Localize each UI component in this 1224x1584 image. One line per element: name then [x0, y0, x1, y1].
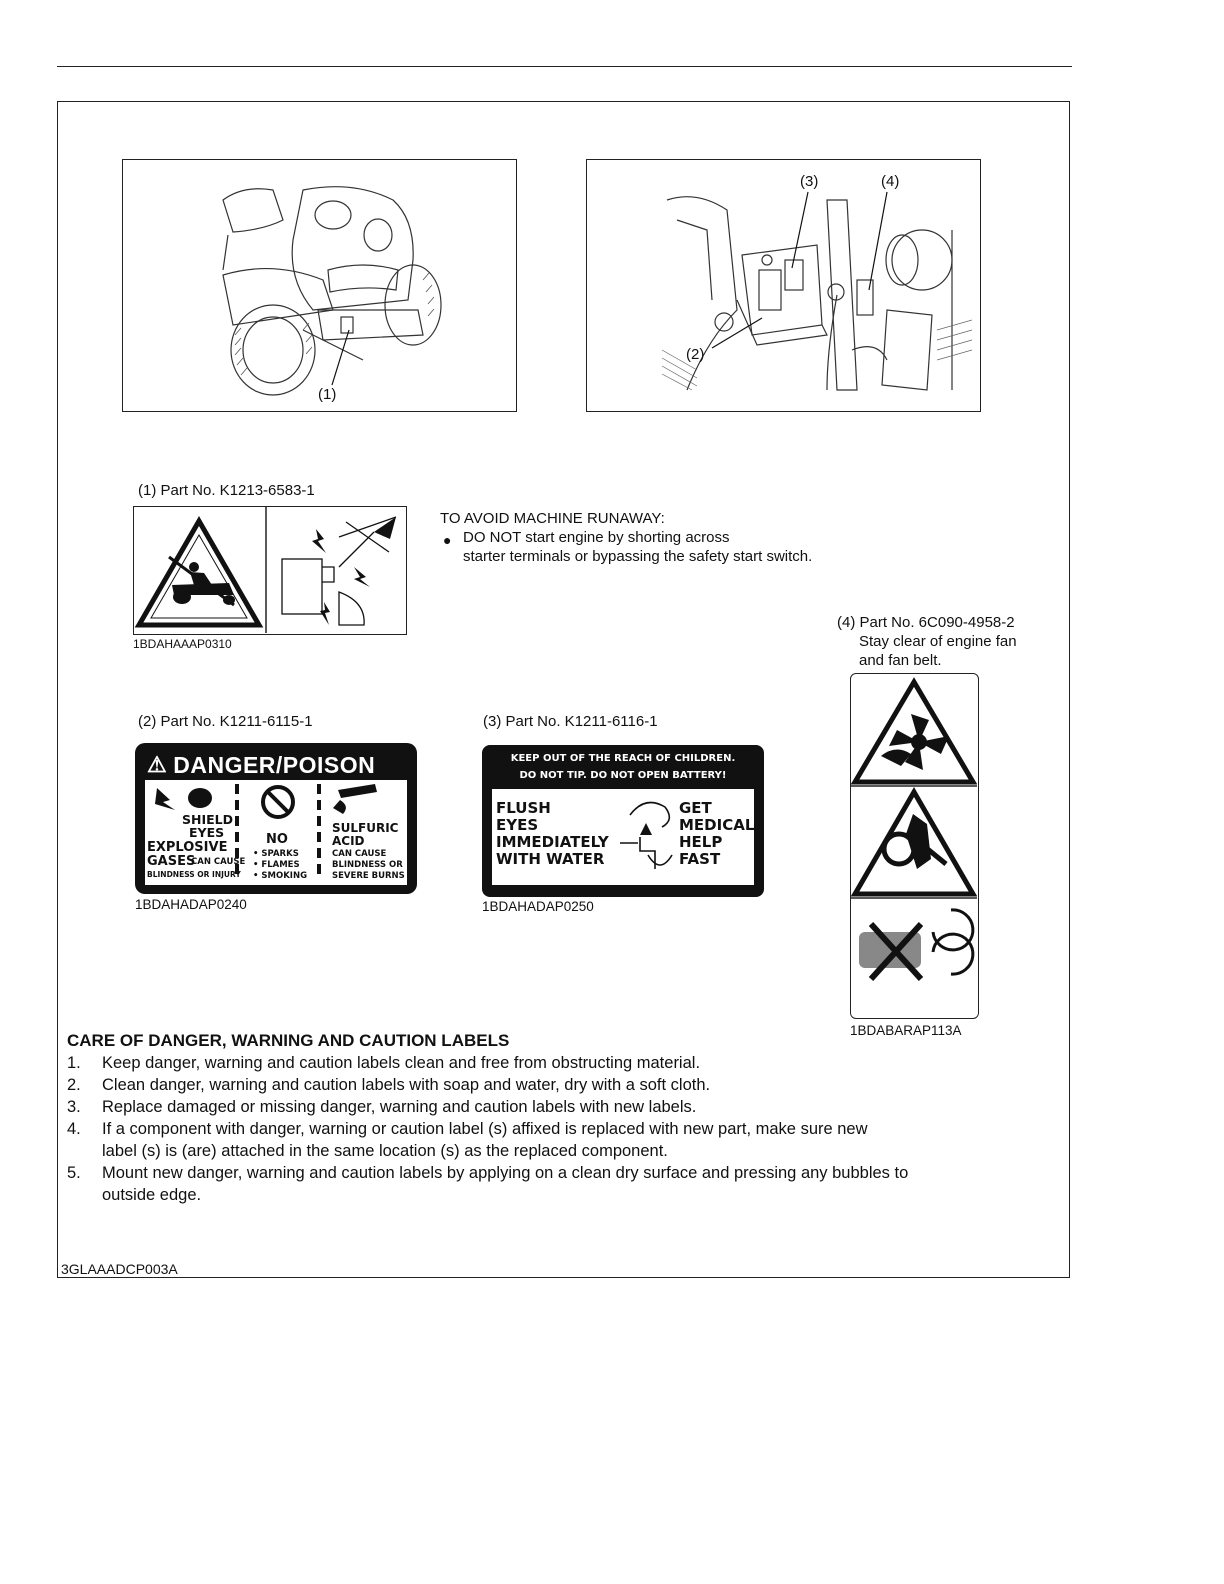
label3-header-line2: DO NOT TIP. DO NOT OPEN BATTERY! [519, 770, 727, 781]
label2-col2-item3: • SMOKING [253, 871, 308, 881]
label3-right-line4: FAST [679, 850, 721, 868]
label2-col1-line4b: CAN CAUSE [191, 857, 246, 867]
label2-col1-line3: EXPLOSIVE [147, 840, 228, 855]
label2-col1-line5: BLINDNESS OR INJURY [147, 870, 241, 879]
callout-3: (3) [800, 173, 819, 190]
label3-header-line1: KEEP OUT OF THE REACH OF CHILDREN. [510, 753, 736, 764]
warning-triangle-icon: ⚠ [147, 752, 168, 777]
label1-image [133, 506, 407, 635]
label3-left-line3: IMMEDIATELY [496, 833, 609, 851]
label1-heading: TO AVOID MACHINE RUNAWAY: [440, 510, 665, 527]
label2-col2-item2: • FLAMES [253, 860, 300, 870]
label3-left-line2: EYES [496, 816, 539, 834]
label4-image [850, 673, 979, 1019]
top-rule [57, 66, 1072, 67]
label2-col3-line5: SEVERE BURNS [332, 871, 405, 881]
label1-bullet: ● [443, 532, 452, 548]
label2-image [135, 743, 417, 894]
label2-col2-item1: • SPARKS [253, 849, 299, 859]
label1-part-number: (1) Part No. K1213-6583-1 [138, 482, 315, 499]
label4-code: 1BDABARAP113A [850, 1023, 962, 1038]
callout-1: (1) [318, 386, 337, 403]
callout-2: (2) [686, 346, 705, 363]
care-title: CARE OF DANGER, WARNING AND CAUTION LABELS [67, 1031, 510, 1050]
label3-code: 1BDAHADAP0250 [482, 899, 594, 914]
label2-col1-line1: SHIELD [182, 812, 233, 827]
tractor-illustration [122, 159, 517, 412]
label4-desc-line1: Stay clear of engine fan [859, 633, 1017, 650]
label2-header-row [147, 751, 409, 779]
battery-illustration [586, 159, 981, 412]
label3-body [492, 789, 754, 885]
label2-body [145, 780, 407, 885]
label2-col3-line3: CAN CAUSE [332, 849, 387, 859]
tractor-drawing [123, 160, 515, 410]
label2-col1-line4a: GASES [147, 854, 196, 869]
label1-code: 1BDAHAAAP0310 [133, 637, 232, 651]
label3-left-line4: WITH WATER [496, 850, 605, 868]
label2-header: DANGER/POISON [173, 751, 376, 778]
label2-part-number: (2) Part No. K1211-6115-1 [138, 713, 313, 730]
label3-right-line2: MEDICAL [679, 816, 755, 834]
label2-col3-line2: ACID [332, 834, 365, 848]
footer-code: 3GLAAADCP003A [61, 1261, 178, 1277]
label3-part-number: (3) Part No. K1211-6116-1 [483, 713, 658, 730]
battery-drawing [587, 160, 979, 410]
callout-4: (4) [881, 173, 900, 190]
label2-code: 1BDAHADAP0240 [135, 897, 247, 912]
label2-col3-line4: BLINDNESS OR [332, 860, 403, 870]
care-list: 1. Keep danger, warning and caution labels clean and free from obstructing material. 2. Clean danger, warning and caution labels with soap and water, dry with a soft cloth. 3. Replace damaged or missing danger, warning and caution labels with new labels. 4. If a component with danger, warning or caution label (s) affixed is replaced with new part, make sure new label (s) is (are) attached in the same location (s) as the replaced component. 5. Mount new danger, warning and caution labels by applying on a clean dry surface and pressing any bubbles to outside edge. [67, 1054, 909, 1204]
runaway-warning-pictogram [134, 507, 405, 633]
label4-desc-line2: and fan belt. [859, 652, 942, 669]
label3-left-line1: FLUSH [496, 799, 551, 817]
label3-right-line3: HELP [679, 833, 723, 851]
label2-col1-line2: EYES [189, 825, 225, 840]
label2-col3-line1: SULFURIC [332, 821, 399, 835]
label4-part-number: (4) Part No. 6C090-4958-2 [837, 614, 1015, 631]
label1-bullet-line2: starter terminals or bypassing the safety start switch. [463, 548, 813, 565]
fan-belt-pictograms [851, 674, 977, 1017]
label2-col2-line1: NO [266, 832, 288, 847]
label3-image [482, 745, 764, 897]
label1-bullet-line1: DO NOT start engine by shorting across [463, 529, 730, 546]
label3-right-line1: GET [679, 799, 712, 817]
eye-wash-icon [610, 795, 680, 875]
